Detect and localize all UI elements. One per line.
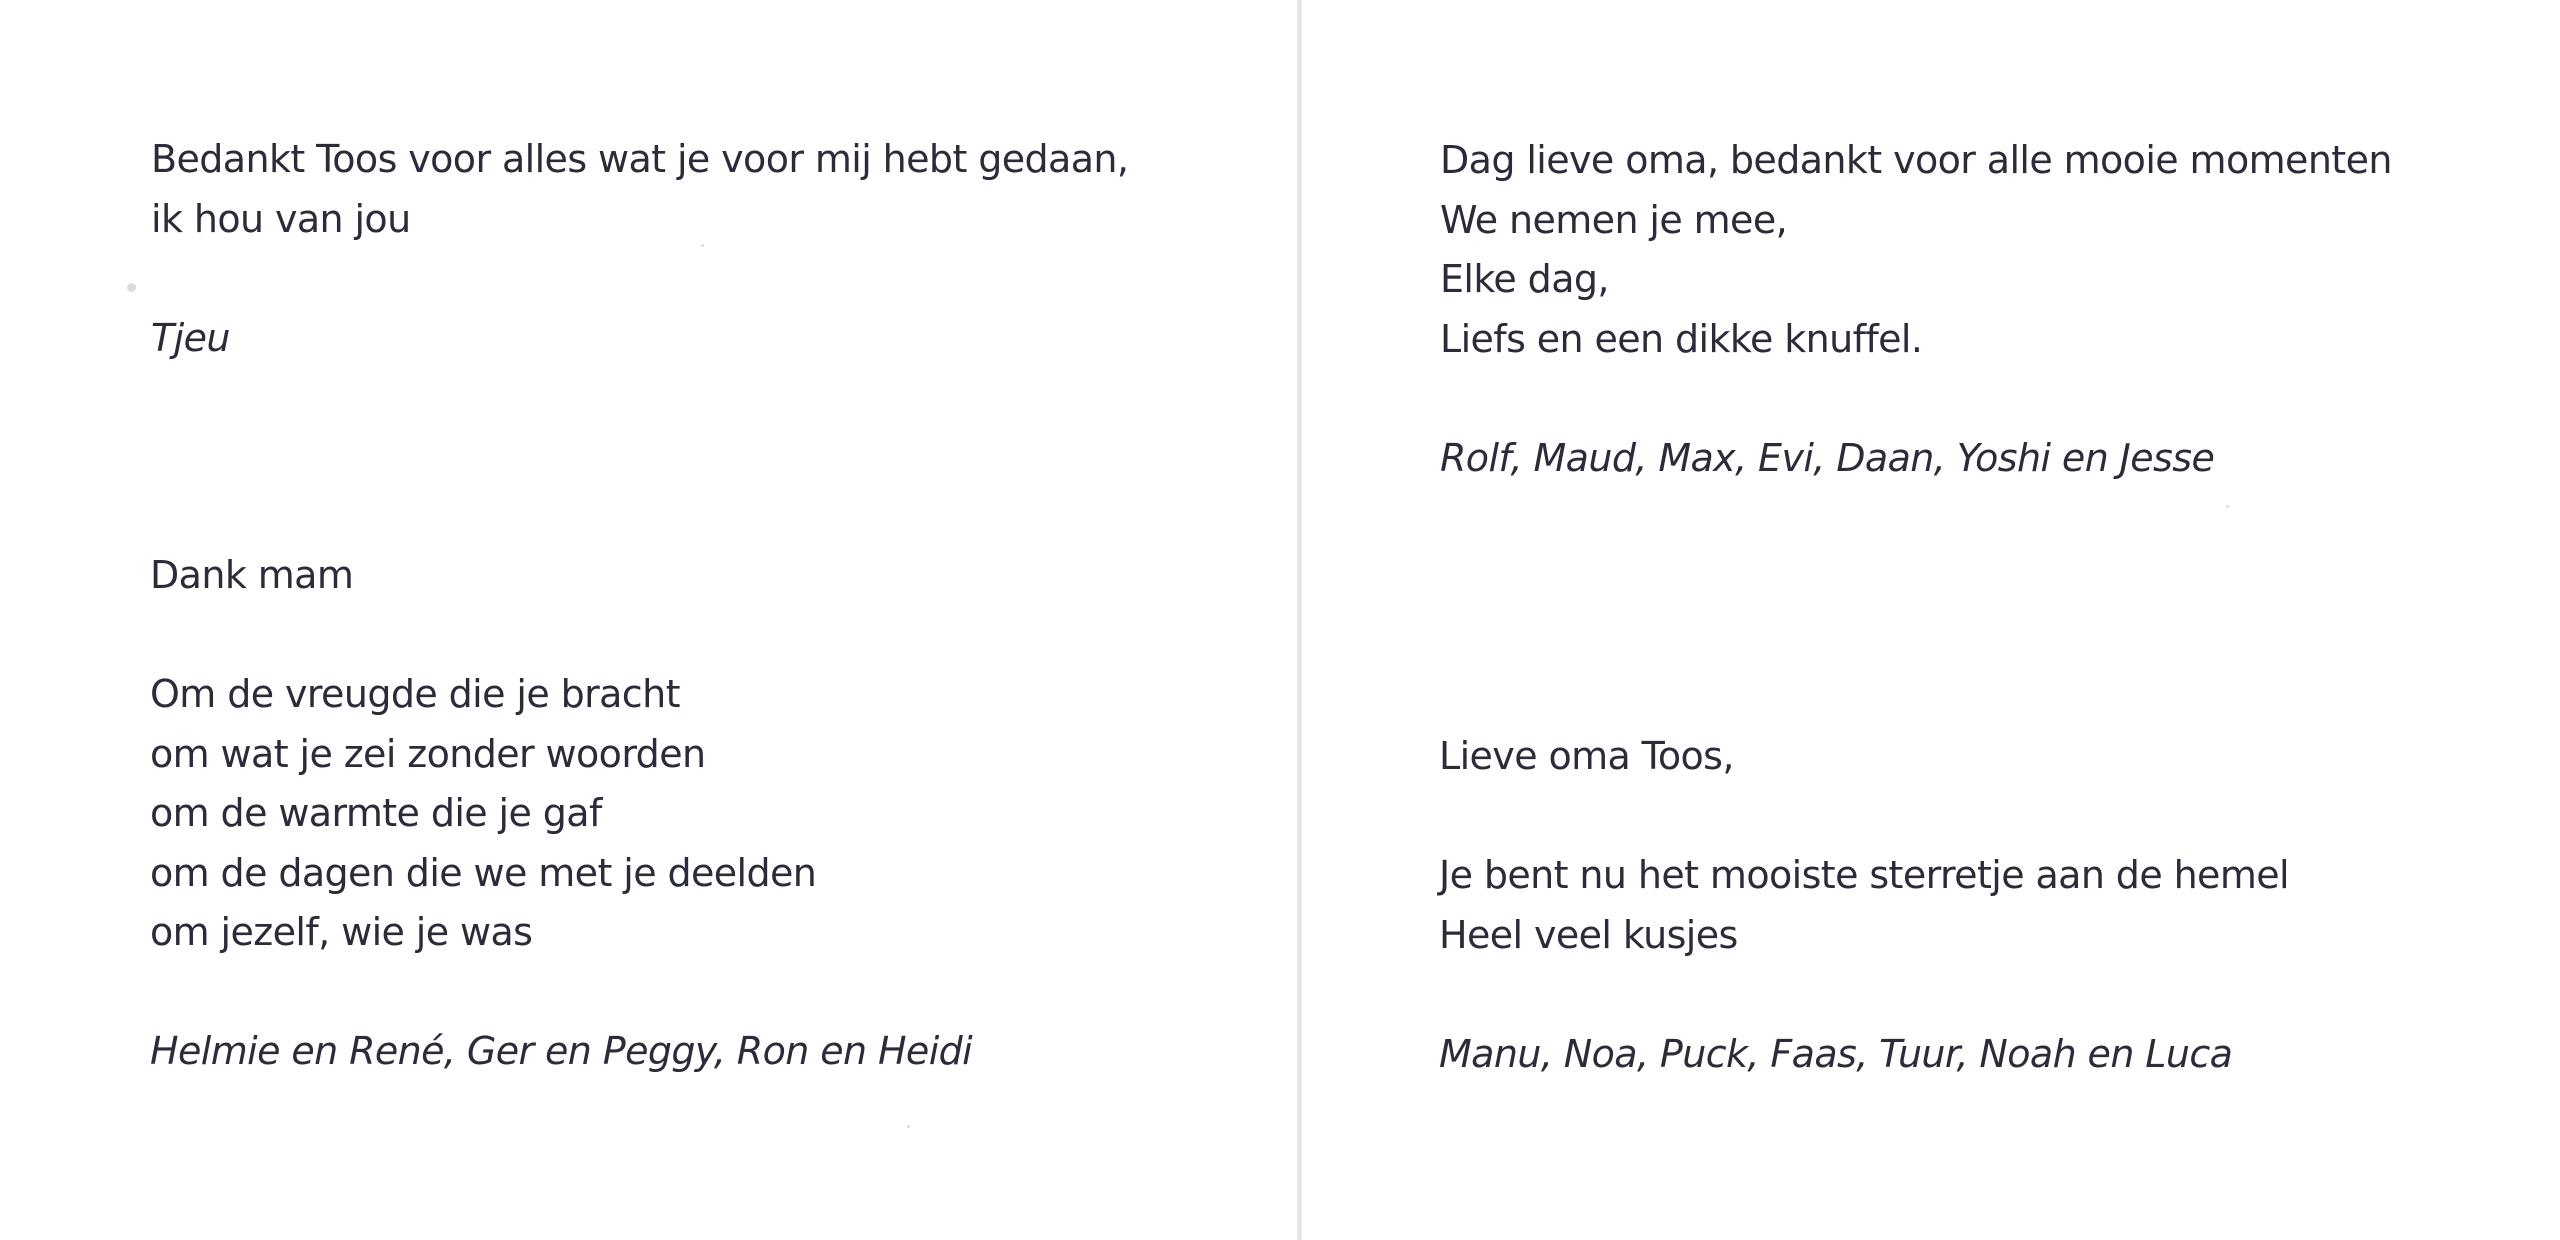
message-grandchildren-2 <box>1439 727 2289 1084</box>
message-line: om de dagen die we met je deelden <box>150 850 817 895</box>
paper-speck <box>701 244 704 247</box>
message-grandchildren-1 <box>1440 131 2392 488</box>
message-line: Elke dag, <box>1440 257 1609 301</box>
message-line: We nemen je mee, <box>1440 197 1788 242</box>
paper-speck <box>907 1125 910 1128</box>
message-line: Heel veel kusjes <box>1439 912 1738 957</box>
signature: Tjeu <box>151 315 230 360</box>
message-line: Liefs en een dikke knuffel. <box>1440 316 1923 361</box>
message-greeting: Dank mam <box>150 553 354 597</box>
message-line: Bedankt Toos voor alles wat je voor mij hebt gedaan, <box>151 137 1129 181</box>
message-tjeu <box>151 130 1128 368</box>
message-line: ik hou van jou <box>151 196 411 241</box>
message-line: Om de vreugde die je bracht <box>150 672 680 716</box>
message-line: Je bent nu het mooiste sterretje aan de hemel <box>1439 853 2289 897</box>
paper-speck <box>127 283 136 292</box>
message-line: om de warmte die je gaf <box>150 791 602 835</box>
message-greeting: Lieve oma Toos, <box>1439 734 1734 778</box>
right-page <box>1302 0 2560 1240</box>
message-line: Dag lieve oma, bedankt voor alle mooie momenten <box>1440 138 2392 182</box>
signature: Helmie en René, Ger en Peggy, Ron en Heidi <box>150 1029 973 1073</box>
message-dank-mam <box>150 546 972 1082</box>
signature: Manu, Noa, Puck, Faas, Tuur, Noah en Luca <box>1439 1031 2233 1076</box>
message-line: om jezelf, wie je was <box>150 910 533 954</box>
signature: Rolf, Maud, Max, Evi, Daan, Yoshi en Jesse <box>1440 435 2215 480</box>
paper-speck <box>2226 505 2229 508</box>
message-line: om wat je zei zonder woorden <box>150 731 706 776</box>
